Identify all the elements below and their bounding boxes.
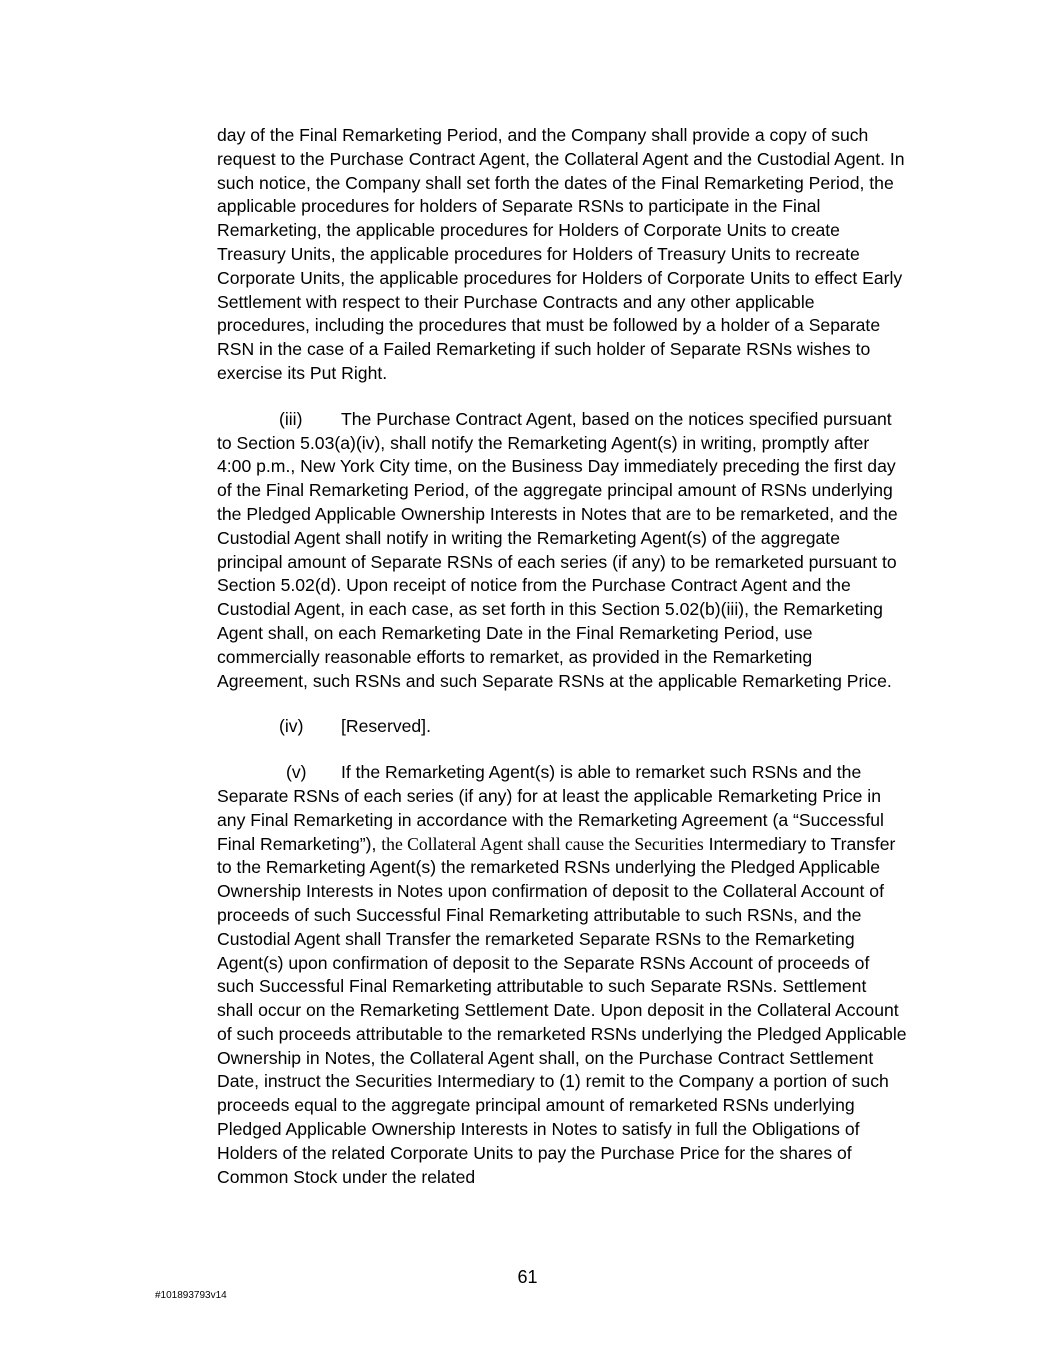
paragraph-gap — [217, 693, 907, 715]
clause-text-v-part1: If the Remarketing Agent(s) is able to remarket such RSNs and the Separate RSNs of each series (if any) for at least the applicable Remarketing Price in any Final Remarketing in accordance with the Remarketing Agreement (a “Successful Final Remarketing”), — [217, 762, 884, 854]
clause-text-v-part2: Intermediary to Transfer to the Remarketing Agent(s) the remarketed RSNs underlying the Pledged Applicable Ownership Interests in Notes upon confirmation of deposit to the Collateral Account of proceeds of such Successful Final Remarketing attributable to such RSNs, and the Custodial Agent shall Transfer the remarketed Separate RSNs to the Remarketing Agent(s) upon confirmation of deposit to the Separate RSNs Account of proceeds of such Successful Final Remarketing attributable to such Separate RSNs. Settlement shall occur on the Remarketing Settlement Date. Upon deposit in the Collateral Account of such proceeds attributable to the remarketed RSNs underlying the Pledged Applicable Ownership in Notes, the Collateral Agent shall, on the Purchase Contract Settlement Date, instruct the Securities Intermediary to (1) remit to the Company a portion of such proceeds equal to the aggregate principal amount of remarketed RSNs underlying Pledged Applicable Ownership Interests in Notes to satisfy in full the Obligations of Holders of the related Corporate Units to pay the Purchase Price for the shares of Common Stock under the related — [217, 833, 907, 1187]
paragraph-v — [217, 761, 907, 1189]
clause-text-iv: [Reserved]. — [341, 716, 431, 737]
paragraph-iii — [217, 408, 907, 694]
paragraph-gap — [217, 739, 907, 761]
paragraph-intro-text: day of the Final Remarketing Period, and the Company shall provide a copy of such request to the Purchase Contract Agent, the Collateral Agent and the Custodial Agent. In such notice, the Company shall set forth the dates of the Final Remarketing Period, the applicable procedures for holders of Separate RSNs to participate in the Final Remarketing, the applicable procedures for Holders of Corporate Units to create Treasury Units, the applicable procedures for Holders of Treasury Units to recreate Corporate Units, the applicable procedures for Holders of Corporate Units to effect Early Settlement with respect to their Purchase Contracts and any other applicable procedures, including the procedures that must be followed by a holder of a Separate RSN in the case of a Failed Remarketing if such holder of Separate RSNs wishes to exercise its Put Right. — [217, 125, 905, 383]
clause-text-iii: The Purchase Contract Agent, based on the notices specified pursuant to Section 5.03(a)(iv), shall notify the Remarketing Agent(s) in writing, promptly after 4:00 p.m., New York City time, on the Business Day immediately preceding the first day of the Final Remarketing Period, of the aggregate principal amount of RSNs underlying the Pledged Applicable Ownership Interests in Notes that are to be remarketed, and the Custodial Agent shall notify in writing the Remarketing Agent(s) of the aggregate principal amount of Separate RSNs of each series (if any) to be remarketed pursuant to Section 5.02(d). Upon receipt of notice from the Purchase Contract Agent and the Custodial Agent, in each case, as set forth in this Section 5.02(b)(iii), the Remarketing Agent shall, on each Remarketing Date in the Final Remarketing Period, use commercially reasonable efforts to remarket, as provided in the Remarketing Agreement, such RSNs and such Separate RSNs at the applicable Remarketing Price. — [217, 408, 898, 691]
page-number: 61 — [517, 1267, 538, 1287]
clause-label-v: (v) — [286, 762, 307, 783]
paragraph-intro — [217, 124, 907, 386]
clause-label-iv: (iv) — [279, 716, 304, 737]
paragraph-iv — [217, 715, 907, 739]
clause-text-v-serif: the Collateral Agent shall cause the Securities — [381, 833, 704, 854]
document-id: #101893793v14 — [155, 1290, 227, 1301]
clause-label-iii: (iii) — [279, 408, 303, 429]
document-body — [217, 124, 907, 1189]
paragraph-gap — [217, 386, 907, 408]
